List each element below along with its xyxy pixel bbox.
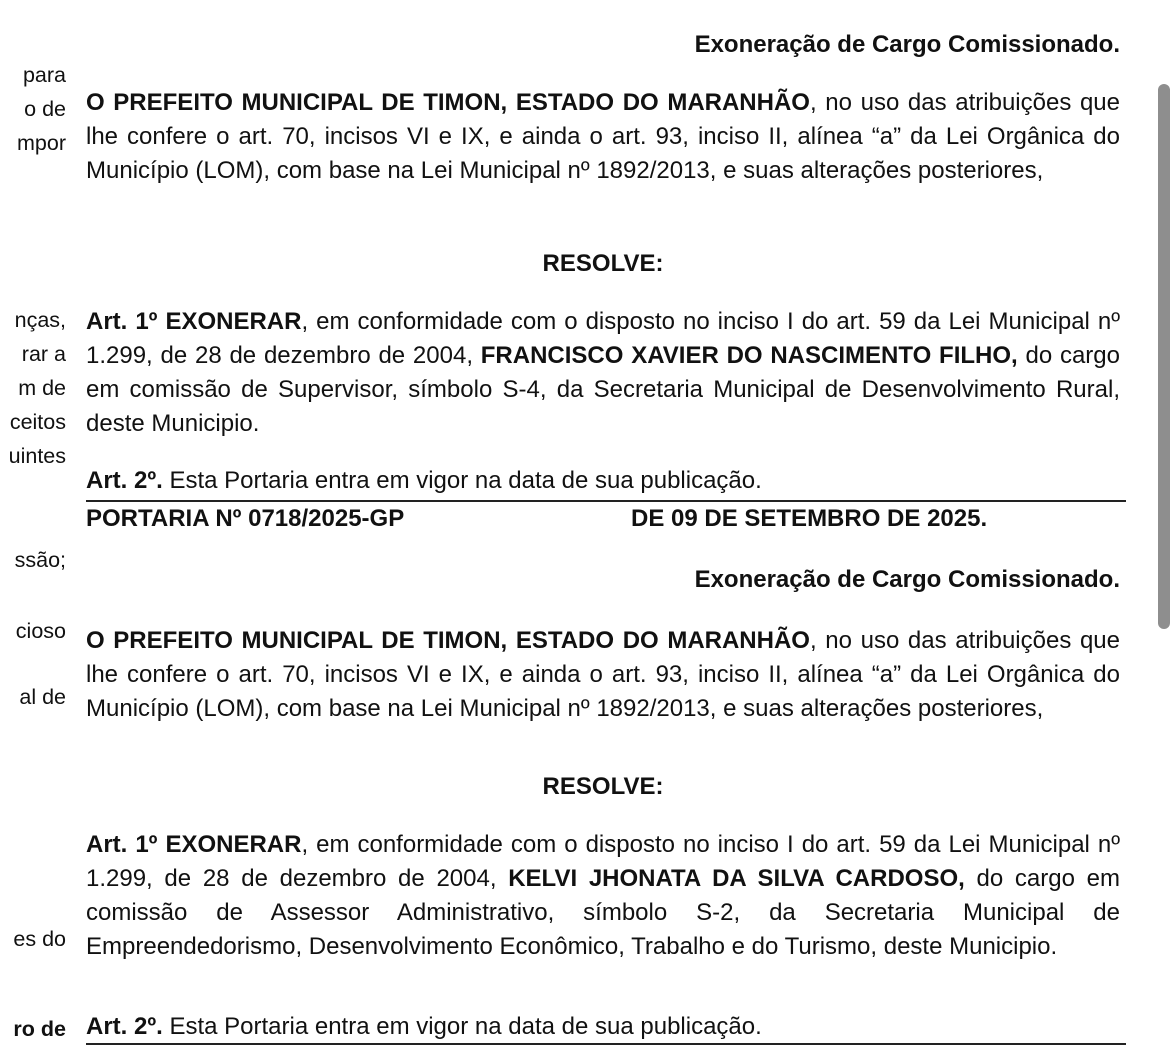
left-fragment: uintes: [8, 444, 66, 468]
left-fragment: ssão;: [14, 548, 66, 572]
article-2-paragraph: [86, 464, 1120, 498]
section-heading: Exoneração de Cargo Comissionado.: [694, 566, 1120, 593]
left-column-fragments: [0, 0, 66, 1045]
left-fragment: ro de: [13, 1017, 66, 1041]
left-fragment: para: [22, 63, 66, 87]
intro-text: , no uso das atribuições que lhe confere o art. 70, incisos VI e IX, e ainda o art. 93, inciso II, alínea “a” da Lei Orgânica do Município (LOM), com base na Lei Municipal nº 1892/2013, e suas alterações posteriores,: [86, 627, 1120, 722]
article-2-label: Art. 2º.: [86, 467, 163, 494]
portaria-date: DE 09 DE SETEMBRO DE 2025.: [631, 505, 988, 532]
portaria-title: [86, 502, 1120, 536]
intro-paragraph: [86, 86, 1120, 188]
left-fragment: al de: [19, 685, 66, 709]
vertical-scrollbar[interactable]: [1158, 84, 1170, 629]
article-1-text: do cargo em comissão de Assessor Administrativo, símbolo S-2, da Secretaria Municipal de Empreendedorismo, Desenvolvimento Econômico, Trabalho e do Turismo, deste Municipio.: [86, 865, 1121, 960]
intro-authority: O PREFEITO MUNICIPAL DE TIMON, ESTADO DO MARANHÃO: [86, 627, 810, 654]
article-1-label: Art. 1º EXONERAR: [86, 831, 302, 858]
left-fragment: ceitos: [9, 410, 66, 434]
left-fragment: mpor: [17, 131, 66, 155]
left-fragment: o de: [24, 97, 66, 121]
intro-paragraph: [86, 624, 1120, 726]
exonerated-name: KELVI JHONATA DA SILVA CARDOSO,: [508, 865, 965, 892]
left-fragment: rar a: [21, 342, 66, 366]
resolve-heading: RESOLVE:: [542, 773, 664, 800]
exonerated-name: FRANCISCO XAVIER DO NASCIMENTO FILHO,: [480, 342, 1018, 369]
article-1-text: do cargo em comissão de Supervisor, símbolo S-4, da Secretaria Municipal de Desenvolvimento Rural, deste Municipio.: [86, 342, 1120, 437]
article-1-text: , em conformidade com o disposto no inciso I do art. 59 da Lei Municipal nº 1.299, de 28 de dezembro de 2004,: [86, 308, 1120, 369]
left-fragment: cioso: [15, 619, 66, 643]
article-2-paragraph: [86, 1010, 1120, 1044]
left-fragment: nças,: [14, 308, 66, 332]
left-fragment: es do: [13, 927, 66, 951]
resolve-heading: RESOLVE:: [542, 250, 664, 277]
left-fragment: m de: [18, 376, 66, 400]
section-heading: Exoneração de Cargo Comissionado.: [694, 31, 1120, 58]
article-2-text: Esta Portaria entra em vigor na data de sua publicação.: [162, 467, 762, 494]
portaria-number: PORTARIA Nº 0718/2025-GP: [86, 505, 405, 532]
article-2-label: Art. 2º.: [86, 1013, 163, 1040]
article-2-text: Esta Portaria entra em vigor na data de sua publicação.: [162, 1013, 762, 1040]
article-1-label: Art. 1º EXONERAR: [86, 308, 302, 335]
intro-text: , no uso das atribuições que lhe confere o art. 70, incisos VI e IX, e ainda o art. 93, inciso II, alínea “a” da Lei Orgânica do Município (LOM), com base na Lei Municipal nº 1892/2013, e suas alterações posteriores,: [86, 89, 1120, 184]
article-1-paragraph: [86, 828, 1120, 964]
article-1-text: , em conformidade com o disposto no inciso I do art. 59 da Lei Municipal nº 1.299, de 28 de dezembro de 2004,: [86, 831, 1120, 892]
article-1-paragraph: [86, 305, 1120, 441]
intro-authority: O PREFEITO MUNICIPAL DE TIMON, ESTADO DO MARANHÃO: [86, 89, 810, 116]
